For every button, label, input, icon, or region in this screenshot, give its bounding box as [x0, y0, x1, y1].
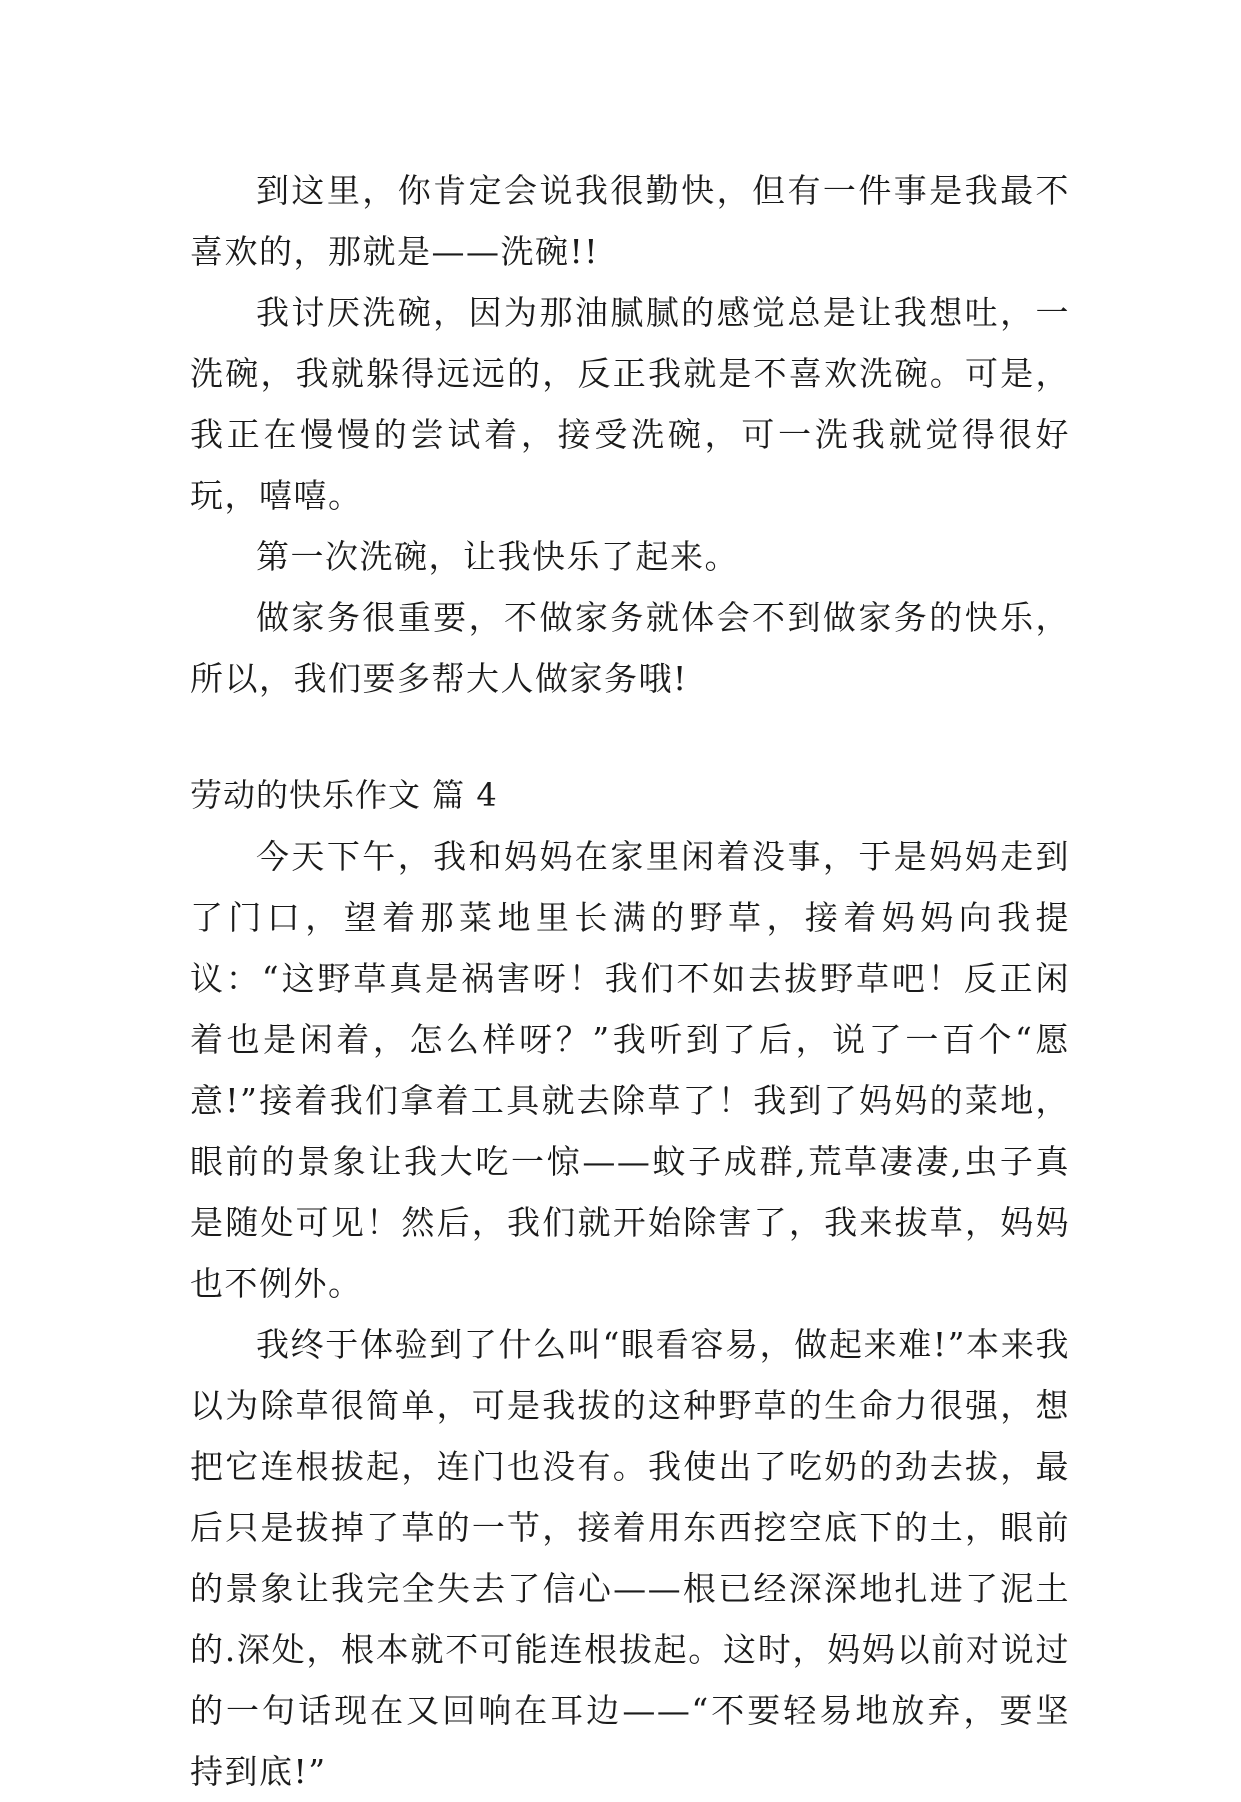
- paragraph-hate-dishwashing: 我讨厌洗碗，因为那油腻腻的感觉总是让我想吐，一洗碗，我就躲得远远的，反正我就是不喜欢洗碗。可是，我正在慢慢的尝试着，接受洗碗，可一洗我就觉得很好玩，嘻嘻。: [190, 293, 1070, 515]
- paragraph-first-dishwashing: 第一次洗碗，让我快乐了起来。: [256, 537, 739, 576]
- paragraph-dishwashing-dislike: 到这里，你肯定会说我很勤快，但有一件事是我最不喜欢的，那就是——洗碗!!: [190, 171, 1070, 271]
- paragraph-weeding-afternoon: 今天下午，我和妈妈在家里闲着没事，于是妈妈走到了门口，望着那菜地里长满的野草，接着妈妈向我提议：“这野草真是祸害呀！我们不如去拔野草吧！反正闲着也是闲着，怎么样呀？”我听到了后，说了一百个“愿意!”接着我们拿着工具就去除草了！我到了妈妈的菜地，眼前的景象让我大吃一惊——蚊子成群,荒草凄凄,虫子真是随处可见！然后，我们就开始除害了，我来拔草，妈妈也不例外。: [190, 837, 1070, 1303]
- document-body: [190, 160, 1070, 1802]
- section-heading: 劳动的快乐作文 篇 4: [190, 776, 498, 814]
- paragraph-weeding-difficulty: 我终于体验到了什么叫“眼看容易，做起来难!”本来我以为除草很简单，可是我拔的这种野草的生命力很强，想把它连根拔起，连门也没有。我使出了吃奶的劲去拔，最后只是拔掉了草的一节，接着用东西挖空底下的土，眼前的景象让我完全失去了信心——根已经深深地扎进了泥土的.深处，根本就不可能连根拔起。这时，妈妈以前对说过的一句话现在又回响在耳边——“不要轻易地放弃，要坚持到底!”: [190, 1325, 1070, 1791]
- paragraph-housework-important: 做家务很重要，不做家务就体会不到做家务的快乐，所以，我们要多帮大人做家务哦!: [190, 598, 1070, 698]
